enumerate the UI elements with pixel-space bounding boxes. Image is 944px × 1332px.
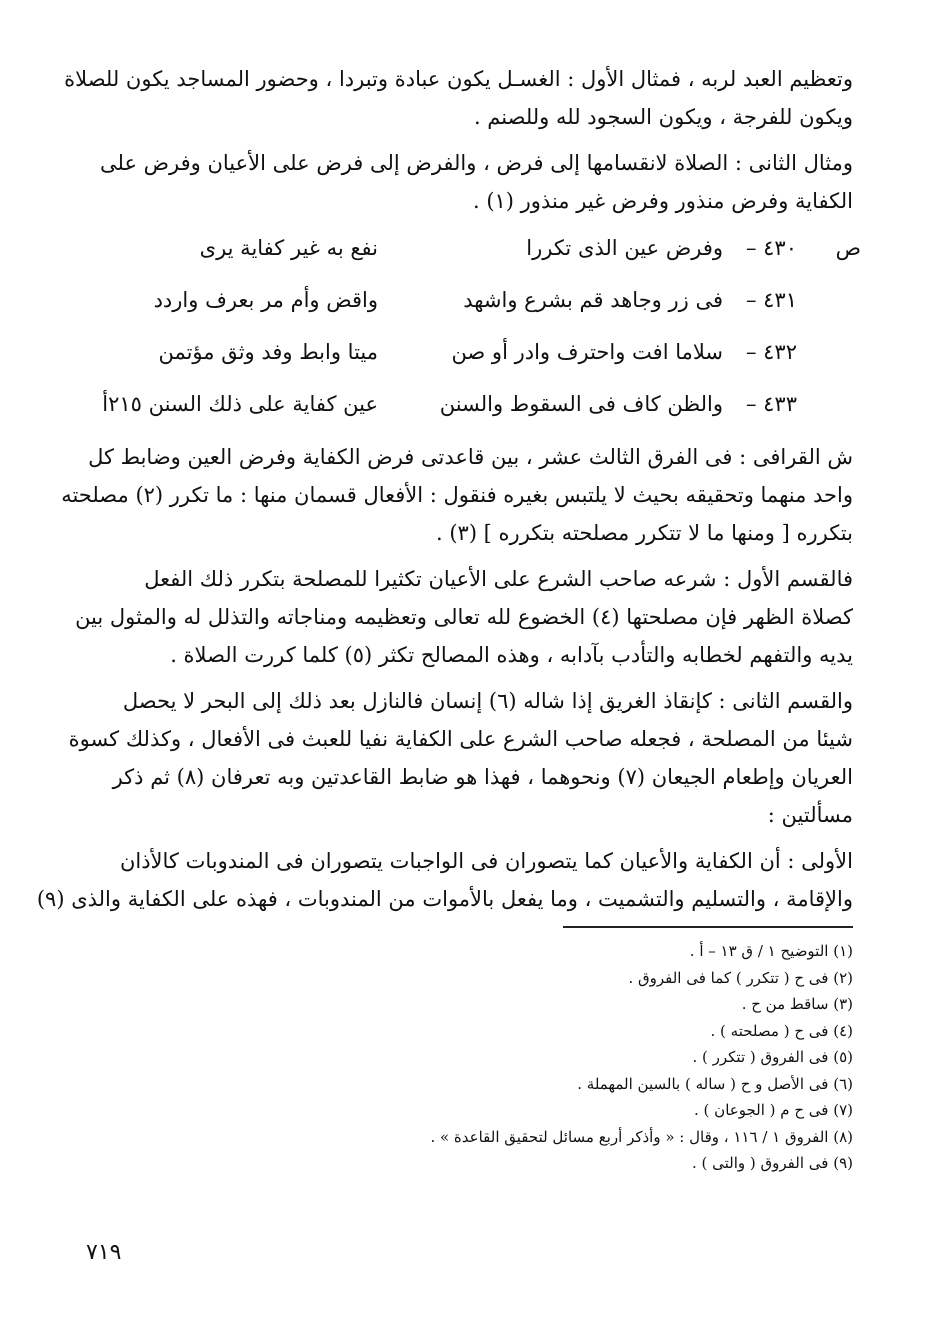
- footnote: (٣) ساقط من ح .: [741, 995, 853, 1013]
- verse-row: [78, 280, 853, 332]
- text-line: والقسم الثانى : كإنقاذ الغريق إذا شاله (٦) إنسان فالنازل بعد ذلك إلى البحر لا يحصل: [122, 689, 853, 713]
- verse-row: [78, 332, 853, 384]
- verse-hemistich-first: والظن كاف فى السقوط والسنن: [439, 392, 723, 416]
- text-line: الأولى : أن الكفاية والأعيان كما يتصوران فى الواجبات يتصوران فى المندوبات كالأذان: [119, 849, 853, 873]
- text-line: وتعظيم العبد لربه ، فمثال الأول : الغسـل يكون عبادة وتبردا ، وحضور المساجد يكون للصلاة: [64, 67, 853, 91]
- footnote-separator: [563, 926, 853, 928]
- text-line: ش القرافى : فى الفرق الثالث عشر ، بين قاعدتى فرض الكفاية وفرض العين وضابط كل: [88, 445, 853, 469]
- paragraph-2: [78, 144, 853, 220]
- footnotes: [78, 938, 853, 1177]
- text-line: كصلاة الظهر فإن مصلحتها (٤) الخضوع لله تعالى وتعظيمه ومناجاته والتذلل له والمثول بين: [75, 605, 853, 629]
- text-line: ويكون للفرجة ، ويكون السجود لله وللصنم .: [473, 105, 853, 129]
- commentary-paragraph-4: [36, 842, 853, 918]
- verse-label: ص: [835, 236, 861, 260]
- page-body: [36, 60, 861, 1177]
- text-line: بتكرره [ ومنها ما لا تتكرر مصلحته بتكرره ] (٣) .: [435, 521, 853, 545]
- text-line: مسألتين :: [767, 803, 853, 827]
- verse-number: ٤٣٠ –: [745, 236, 797, 260]
- verse-number: ٤٣٣ –: [745, 392, 797, 416]
- verse-hemistich-second: ميتا وابط وفد وثق مؤتمن: [158, 340, 378, 364]
- page-number: ٧١٩: [86, 1240, 122, 1265]
- verse-row: [78, 228, 861, 280]
- verse-block: [78, 228, 861, 436]
- footnote: (٢) فى ح ( تتكرر ) كما فى الفروق .: [628, 968, 853, 987]
- footnote: (٨) الفروق ١ / ١١٦ ، وقال : « وأذكر أربع مسائل لتحقيق القاعدة » .: [430, 1127, 853, 1146]
- footnote: (٦) فى الأصل و ح ( ساله ) بالسين المهملة .: [577, 1074, 853, 1093]
- footnote: (٥) فى الفروق ( تتكرر ) .: [692, 1048, 853, 1066]
- footnote: (١) التوضيح ١ / ق ١٣ – أ .: [689, 942, 853, 960]
- verse-number: ٤٣١ –: [745, 288, 797, 312]
- verse-hemistich-first: سلاما افت واحترف وادر أو صن: [451, 340, 723, 364]
- verse-hemistich-second: عين كفاية على ذلك السنن ٢١٥أ: [102, 392, 378, 416]
- text-line: شيئا من المصلحة ، فجعله صاحب الشرع على الكفاية نفيا للعبث فى الأفعال ، وكذلك كسوة: [68, 727, 853, 751]
- footnote: (٤) فى ح ( مصلحته ) .: [710, 1021, 853, 1040]
- verse-number: ٤٣٢ –: [745, 340, 797, 364]
- footnote: (٩) فى الفروق ( والتى ) .: [691, 1154, 853, 1172]
- commentary-paragraph-1: [61, 438, 853, 552]
- text-line: فالقسم الأول : شرعه صاحب الشرع على الأعيان تكثيرا للمصلحة بتكرر ذلك الفعل: [144, 567, 853, 591]
- text-line: واحد منهما وتحقيقه بحيث لا يلتبس بغيره فنقول : الأفعال قسمان منها : ما تكرر (٢) مصلحته: [61, 483, 853, 507]
- text-line: الكفاية وفرض منذور وفرض غير منذور (١) .: [472, 189, 853, 213]
- verse-hemistich-second: واقض وأم مر بعرف واردد: [153, 288, 378, 312]
- text-line: والإقامة ، والتسليم والتشميت ، وما يفعل بالأموات من المندوبات ، فهذه على الكفاية والذى (٩): [36, 887, 853, 911]
- footnote: (٧) فى ح م ( الجوعان ) .: [694, 1101, 853, 1119]
- text-line: العريان وإطعام الجيعان (٧) ونحوهما ، فهذا هو ضابط القاعدتين وبه تعرفان (٨) ثم ذكر: [112, 765, 853, 789]
- commentary-paragraph-3: [68, 682, 853, 834]
- verse-hemistich-first: فى زر وجاهد قم بشرع واشهد: [463, 288, 723, 312]
- verse-hemistich-first: وفرض عين الذى تكررا: [526, 236, 723, 260]
- commentary-paragraph-2: [75, 560, 853, 674]
- text-line: يديه والتفهم لخطابه والتأدب بآدابه ، وهذه المصالح تكثر (٥) كلما كررت الصلاة .: [170, 643, 853, 667]
- verse-hemistich-second: نفع به غير كفاية يرى: [199, 236, 378, 260]
- text-line: ومثال الثانى : الصلاة لانقسامها إلى فرض ، والفرض إلى فرض على الأعيان وفرض على: [100, 151, 853, 175]
- verse-row: [78, 384, 853, 436]
- paragraph-1: [64, 60, 853, 136]
